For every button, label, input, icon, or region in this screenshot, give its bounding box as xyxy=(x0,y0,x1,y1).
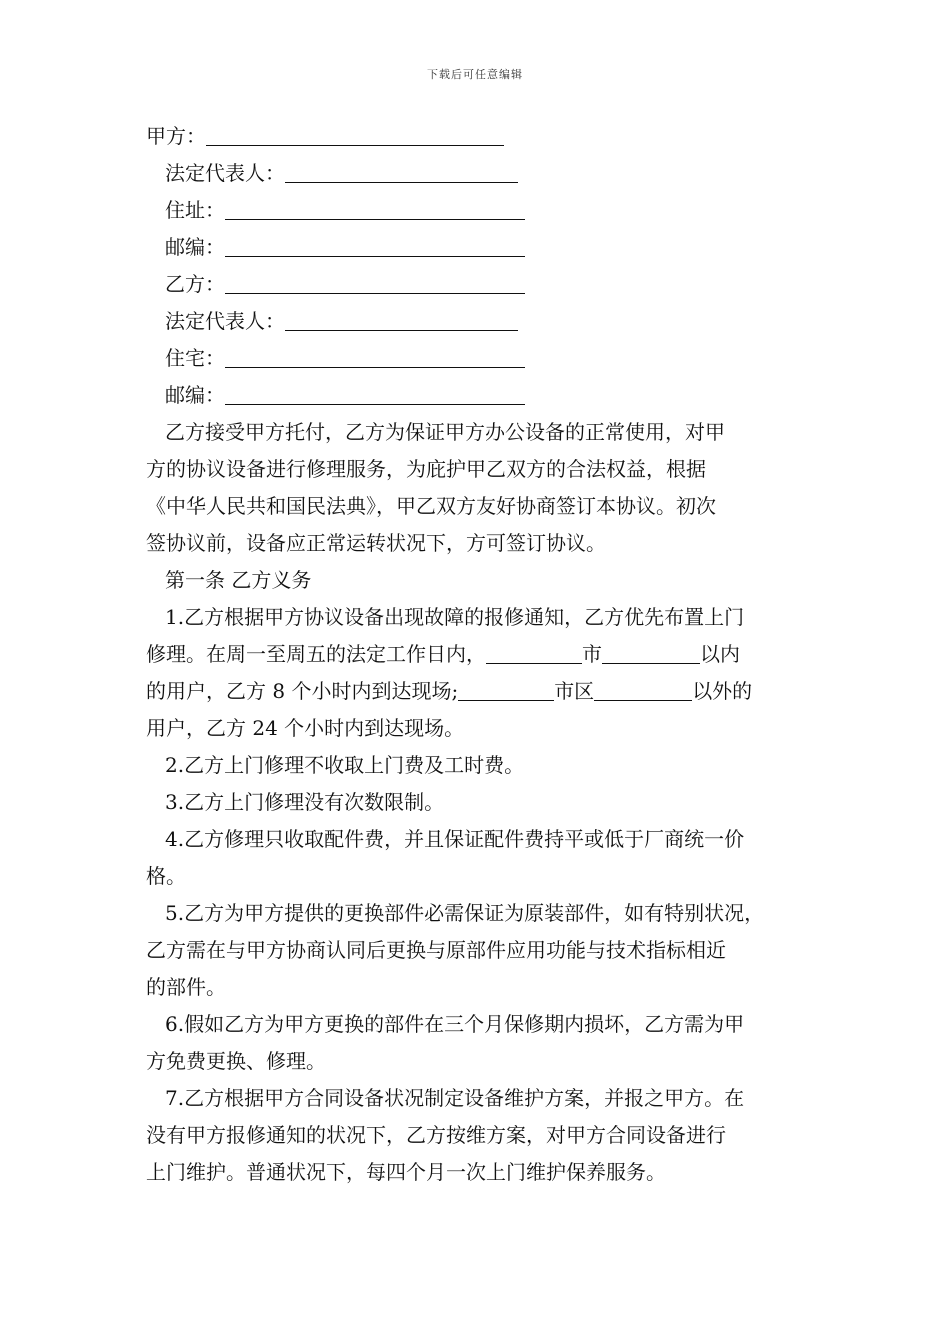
city-area-blank[interactable] xyxy=(602,641,700,664)
contract-body xyxy=(146,118,810,1191)
residence-b-label: 住宅： xyxy=(165,346,225,370)
article-1-item-5 xyxy=(146,895,810,1006)
intro-line: 签协议前，设备应正常运转状况下，方可签订协议。 xyxy=(146,531,606,555)
intro-line: 方的协议设备进行修理服务，为庇护甲乙双方的合法权益，根据 xyxy=(146,457,706,481)
item-line: 1.乙方根据甲方协议设备出现故障的报修通知，乙方优先布置上门 xyxy=(165,605,745,629)
address-a-blank[interactable] xyxy=(225,197,525,220)
item-line: 方免费更换、修理。 xyxy=(146,1049,326,1073)
party-a-label: 甲方： xyxy=(146,124,206,148)
postcode-a-label: 邮编： xyxy=(165,235,225,259)
residence-b-blank[interactable] xyxy=(225,345,525,368)
article-1-item-1 xyxy=(146,599,810,747)
article-1-item-4 xyxy=(146,821,810,895)
page-header-note: 下载后可任意编辑 xyxy=(427,68,523,81)
item-line: 7.乙方根据甲方合同设备状况制定设备维护方案，并报之甲方。在 xyxy=(165,1086,745,1110)
item-line: 上门维护。普通状况下，每四个月一次上门维护保养服务。 xyxy=(146,1160,666,1184)
item-line xyxy=(146,673,810,710)
legal-rep-a-field xyxy=(146,155,810,192)
address-a-field xyxy=(146,192,810,229)
item-line: 乙方需在与甲方协商认同后更换与原部件应用功能与技术指标相近 xyxy=(146,938,726,962)
item-line: 的部件。 xyxy=(146,975,226,999)
article-1-item-2: 2.乙方上门修理不收取上门费及工时费。 xyxy=(165,753,525,777)
residence-b-field xyxy=(146,340,810,377)
item-text: 市区 xyxy=(554,679,595,703)
legal-rep-b-field xyxy=(146,303,810,340)
item-text: 修理。在周一至周五的法定工作日内， xyxy=(146,642,486,666)
postcode-a-field xyxy=(146,229,810,266)
party-a-blank[interactable] xyxy=(206,123,504,146)
intro-line: 《中华人民共和国民法典》，甲乙双方友好协商签订本协议。初次 xyxy=(146,494,716,518)
address-a-label: 住址： xyxy=(165,198,225,222)
postcode-b-blank[interactable] xyxy=(225,382,525,405)
item-line: 格。 xyxy=(146,864,186,888)
legal-rep-b-blank[interactable] xyxy=(285,308,518,331)
intro-line: 乙方接受甲方托付，乙方为保证甲方办公设备的正常使用，对甲 xyxy=(165,420,725,444)
item-text: 的用户，乙方 8 个小时内到达现场; xyxy=(146,679,459,703)
article-1-title: 第一条 乙方义务 xyxy=(165,568,312,592)
item-text: 以内 xyxy=(700,642,740,666)
item-text: 以外的 xyxy=(692,679,753,703)
item-line: 6.假如乙方为甲方更换的部件在三个月保修期内损坏，乙方需为甲 xyxy=(165,1012,745,1036)
party-a-field xyxy=(146,118,810,155)
city-blank[interactable] xyxy=(458,678,554,701)
item-line xyxy=(146,636,810,673)
party-b-blank[interactable] xyxy=(225,271,525,294)
item-text: 市 xyxy=(582,642,602,666)
city-blank[interactable] xyxy=(486,641,582,664)
item-line: 没有甲方报修通知的状况下，乙方按维方案，对甲方合同设备进行 xyxy=(146,1123,726,1147)
item-line: 4.乙方修理只收取配件费，并且保证配件费持平或低于厂商统一价 xyxy=(165,827,745,851)
intro-paragraph xyxy=(146,414,810,562)
item-line: 用户，乙方 24 个小时内到达现场。 xyxy=(146,716,465,740)
district-blank[interactable] xyxy=(594,678,692,701)
postcode-b-label: 邮编： xyxy=(165,383,225,407)
article-1-item-3: 3.乙方上门修理没有次数限制。 xyxy=(165,790,445,814)
article-1-item-6 xyxy=(146,1006,810,1080)
item-line: 5.乙方为甲方提供的更换部件必需保证为原装部件，如有特别状况， xyxy=(165,901,765,925)
article-1-item-7 xyxy=(146,1080,810,1191)
legal-rep-b-label: 法定代表人： xyxy=(165,309,285,333)
legal-rep-a-label: 法定代表人： xyxy=(165,161,285,185)
postcode-a-blank[interactable] xyxy=(225,234,525,257)
legal-rep-a-blank[interactable] xyxy=(285,160,518,183)
postcode-b-field xyxy=(146,377,810,414)
party-b-label: 乙方： xyxy=(165,272,225,296)
party-b-field xyxy=(146,266,810,303)
